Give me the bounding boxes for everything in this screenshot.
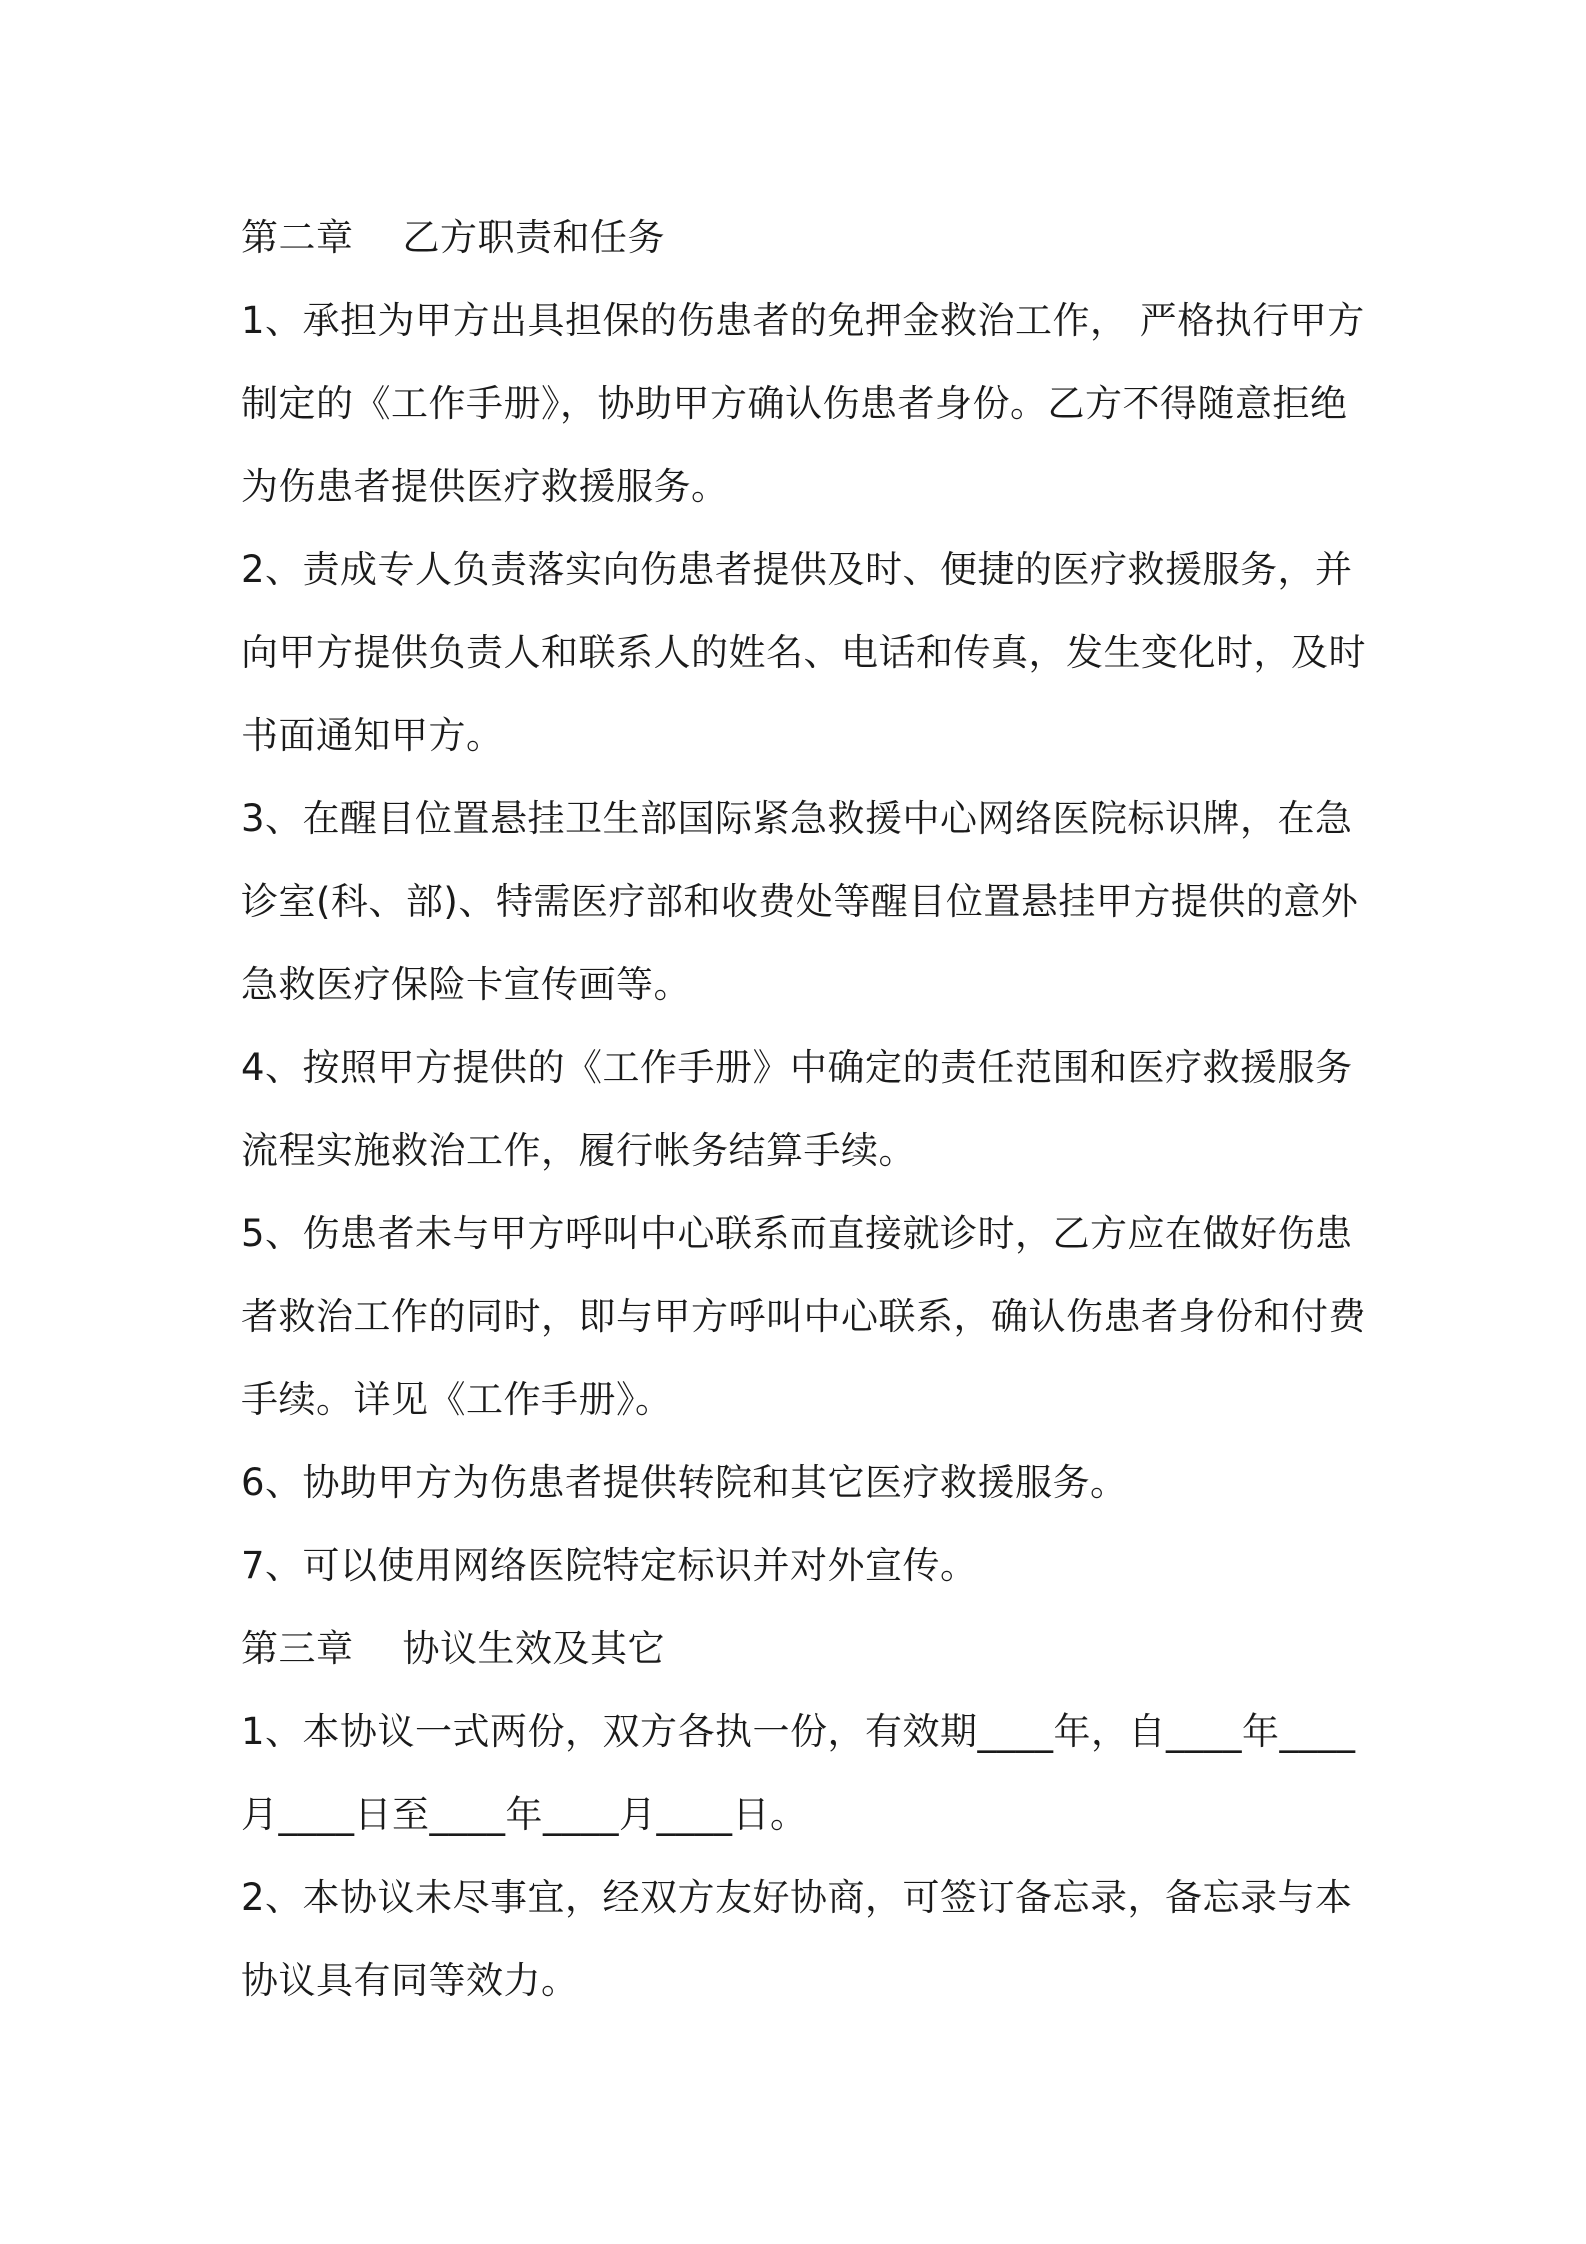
paragraph-line: 书面通知甲方。 (241, 714, 504, 757)
paragraph-line: 月____日至____年____月____日。 (241, 1793, 808, 1836)
paragraph-line: 2、责成专人负责落实向伤患者提供及时、便捷的医疗救援服务，并 (241, 548, 1353, 591)
paragraph-line: 5、伤患者未与甲方呼叫中心联系而直接就诊时，乙方应在做好伤患 (241, 1212, 1353, 1255)
paragraph-line: 流程实施救治工作，履行帐务结算手续。 (241, 1129, 916, 1172)
chapter-3-heading: 第三章 协议生效及其它 (241, 1627, 666, 1670)
paragraph-line: 诊室(科、部)、特需医疗部和收费处等醒目位置悬挂甲方提供的意外 (241, 880, 1359, 923)
chapter-3-item-2 (241, 1856, 1356, 2022)
chapter-2-heading: 第二章 乙方职责和任务 (241, 216, 666, 259)
paragraph-line: 1、承担为甲方出具担保的伤患者的免押金救治工作， 严格执行甲方 (241, 299, 1365, 342)
paragraph-line: 7、可以使用网络医院特定标识并对外宣传。 (241, 1544, 978, 1587)
document-body (241, 196, 1366, 2022)
chapter-2-item-6 (241, 1441, 1356, 1524)
paragraph-line: 6、协助甲方为伤患者提供转院和其它医疗救援服务。 (241, 1461, 1128, 1504)
paragraph-line: 制定的《工作手册》，协助甲方确认伤患者身份。乙方不得随意拒绝 (241, 382, 1348, 425)
chapter-2-item-5 (241, 1192, 1366, 1441)
paragraph-line: 向甲方提供负责人和联系人的姓名、电话和传真，发生变化时，及时 (241, 631, 1366, 674)
paragraph-line: 3、在醒目位置悬挂卫生部国际紧急救援中心网络医院标识牌，在急 (241, 797, 1353, 840)
paragraph-line: 2、本协议未尽事宜，经双方友好协商，可签订备忘录，备忘录与本 (241, 1876, 1353, 1919)
paragraph-line: 手续。详见《工作手册》。 (241, 1378, 673, 1421)
paragraph-line: 4、按照甲方提供的《工作手册》中确定的责任范围和医疗救援服务 (241, 1046, 1353, 1089)
chapter-2-item-7 (241, 1524, 1356, 1607)
paragraph-line: 为伤患者提供医疗救援服务。 (241, 465, 729, 508)
paragraph-line: 协议具有同等效力。 (241, 1959, 579, 2002)
chapter-2-item-1 (241, 279, 1365, 528)
chapter-2-item-4 (241, 1026, 1356, 1192)
paragraph-line: 1、本协议一式两份，双方各执一份，有效期____年，自____年____ (241, 1710, 1356, 1753)
paragraph-line: 急救医疗保险卡宣传画等。 (241, 963, 691, 1006)
chapter-2-item-2 (241, 528, 1366, 777)
paragraph-line: 者救治工作的同时，即与甲方呼叫中心联系，确认伤患者身份和付费 (241, 1295, 1366, 1338)
chapter-3-item-1 (241, 1690, 1356, 1856)
chapter-2-item-3 (241, 777, 1359, 1026)
